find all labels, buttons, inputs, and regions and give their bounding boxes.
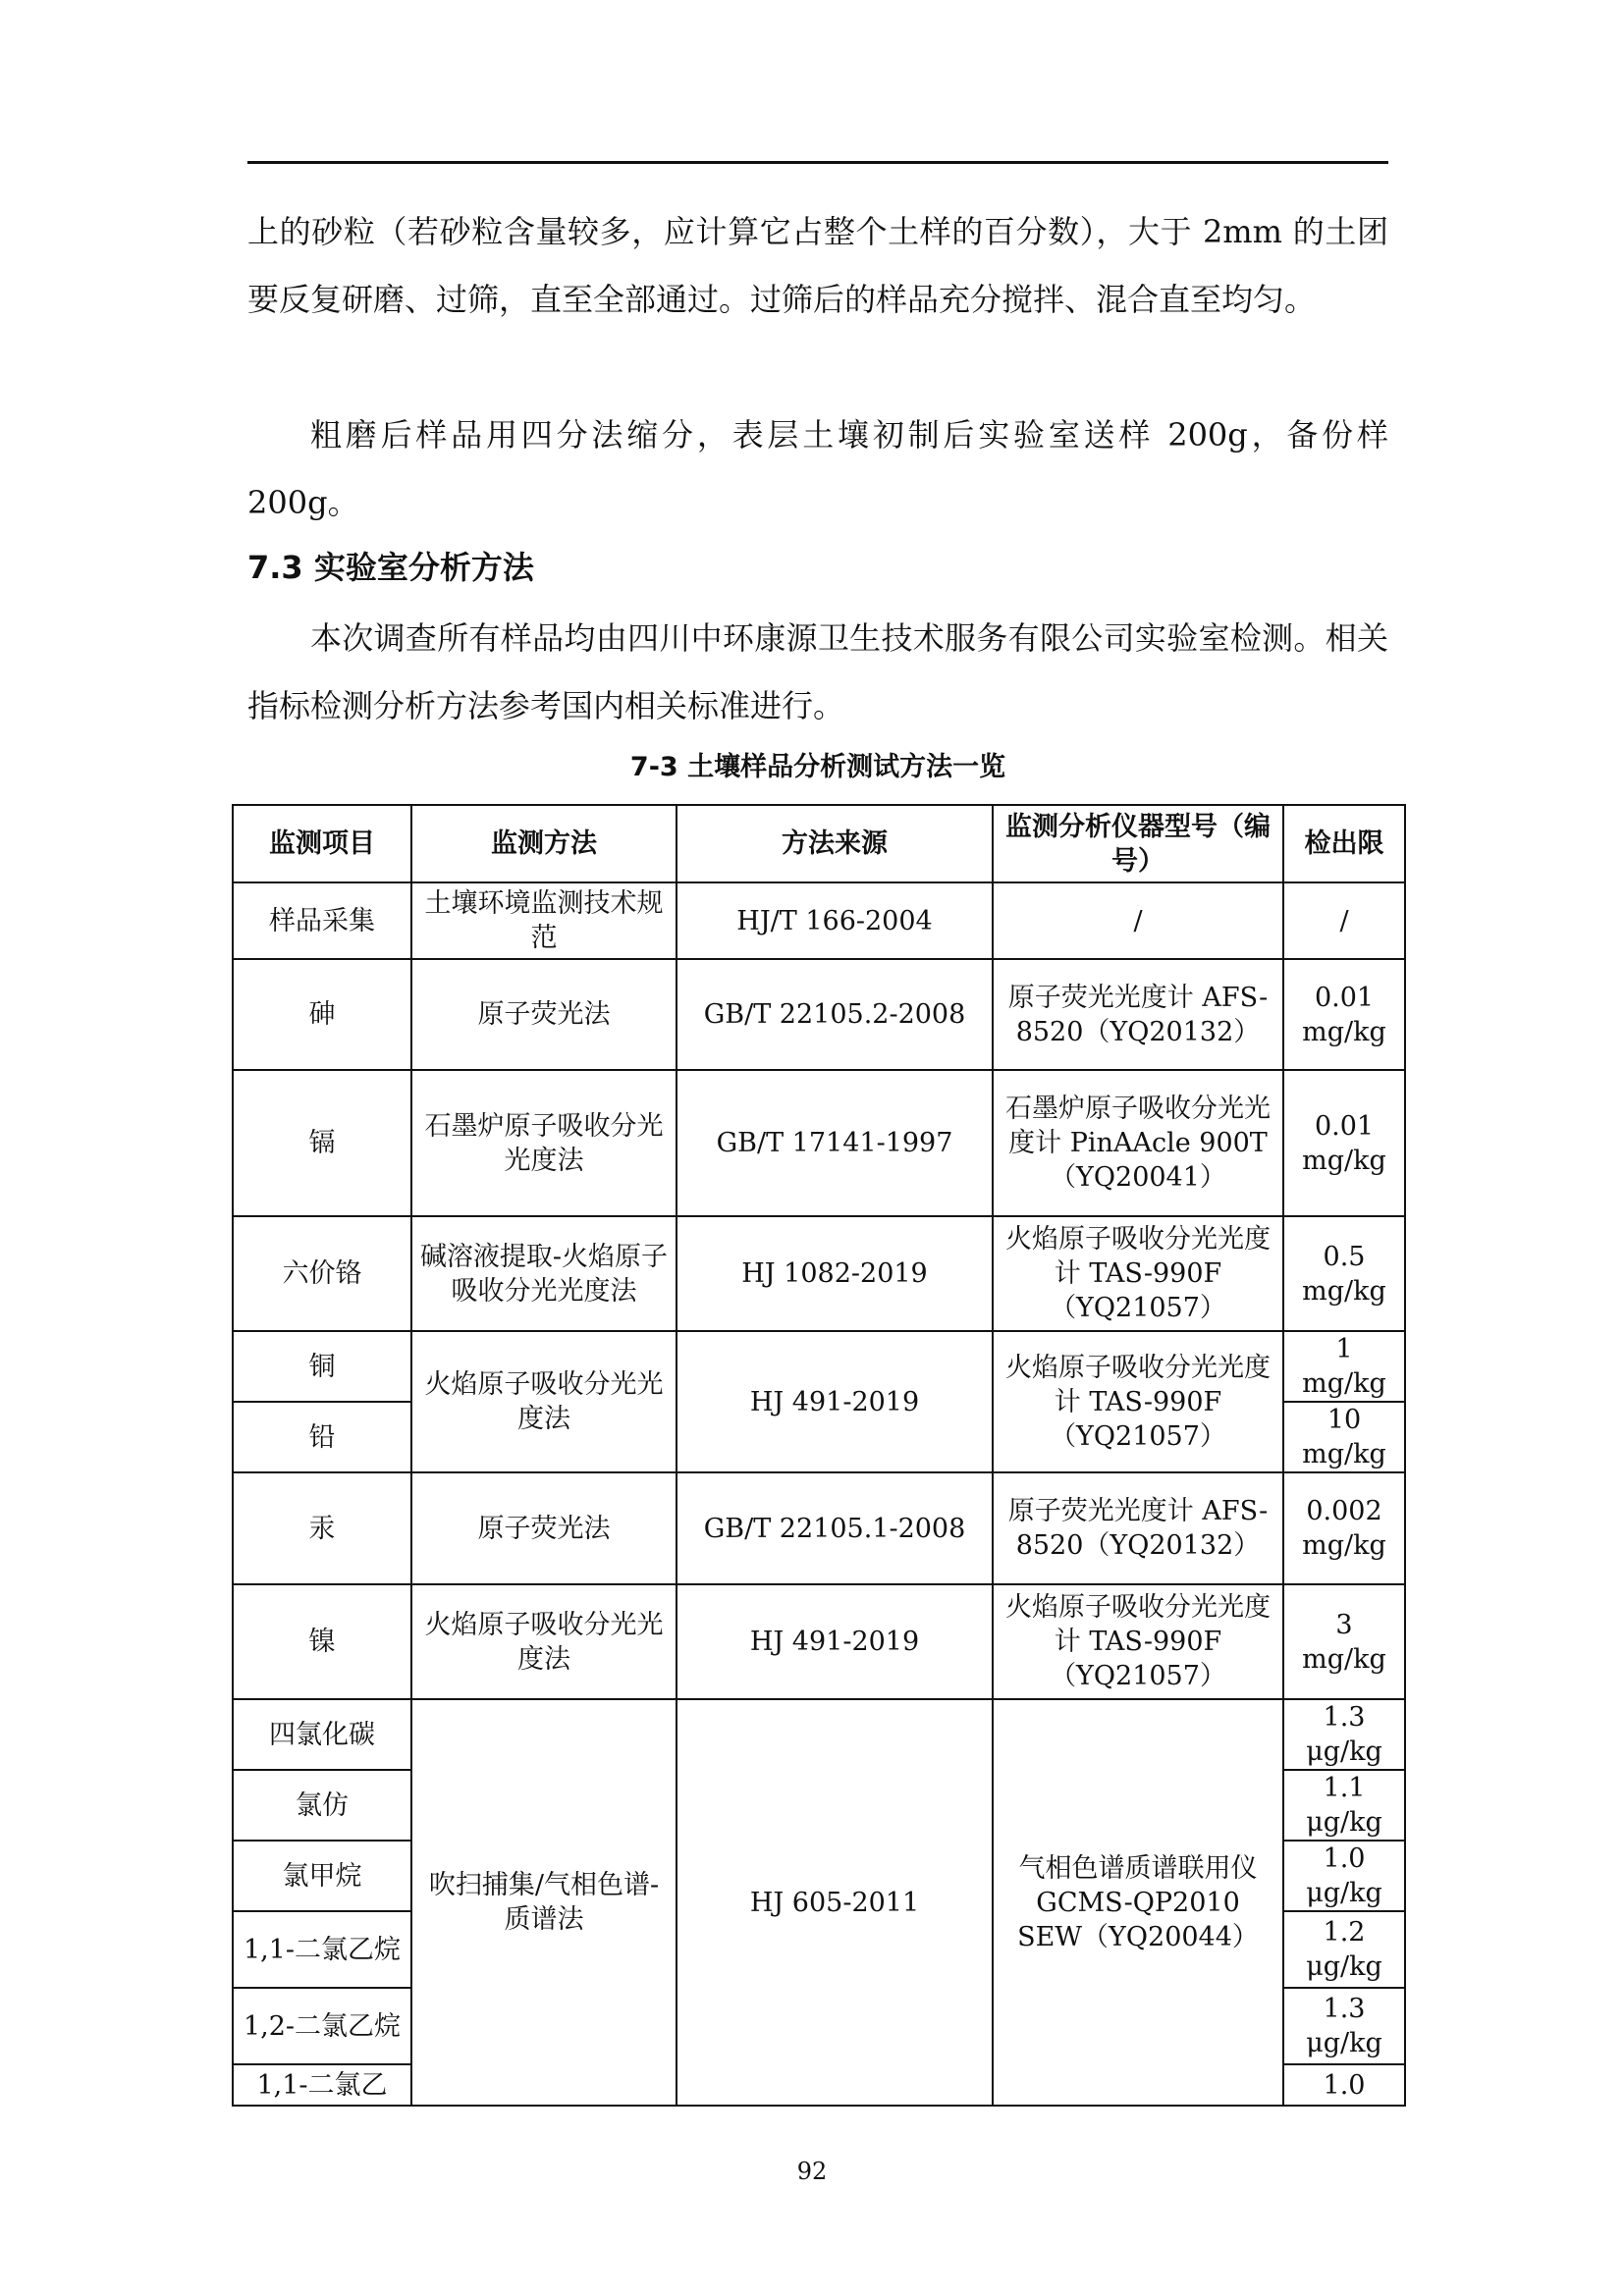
cell-limit: 1.3 μg/kg	[1283, 1699, 1405, 1770]
cell-limit: 0.01 mg/kg	[1283, 1070, 1405, 1216]
cell-source: HJ 491-2019	[677, 1584, 993, 1699]
section-heading: 7.3 实验室分析方法	[247, 549, 534, 586]
cell-limit: /	[1283, 882, 1405, 959]
cell-item: 1,1-二氯乙	[233, 2064, 411, 2106]
table-row	[233, 1472, 1405, 1584]
cell-limit: 1 mg/kg	[1283, 1331, 1405, 1402]
cell-source: GB/T 17141-1997	[677, 1070, 993, 1216]
table-row	[233, 1331, 1405, 1402]
cell-method: 石墨炉原子吸收分光光度法	[411, 1070, 677, 1216]
cell-limit: 1.1 μg/kg	[1283, 1770, 1405, 1841]
cell-method: 吹扫捕集/气相色谱-质谱法	[411, 1699, 677, 2106]
cell-source: HJ 605-2011	[677, 1699, 993, 2106]
cell-limit: 0.5 mg/kg	[1283, 1216, 1405, 1331]
header-limit: 检出限	[1283, 805, 1405, 882]
cell-source: GB/T 22105.1-2008	[677, 1472, 993, 1584]
cell-source: HJ/T 166-2004	[677, 882, 993, 959]
header-source: 方法来源	[677, 805, 993, 882]
cell-method: 原子荧光法	[411, 959, 677, 1070]
cell-limit: 10 mg/kg	[1283, 1402, 1405, 1472]
cell-limit: 1.0	[1283, 2064, 1405, 2106]
table-row	[233, 1216, 1405, 1331]
cell-instrument: 原子荧光光度计 AFS-8520（YQ20132）	[993, 1472, 1283, 1584]
cell-method: 碱溶液提取-火焰原子吸收分光光度法	[411, 1216, 677, 1331]
cell-source: HJ 491-2019	[677, 1331, 993, 1472]
cell-item: 砷	[233, 959, 411, 1070]
page-number: 92	[796, 2158, 828, 2185]
table-header-row	[233, 805, 1405, 882]
cell-instrument: 石墨炉原子吸收分光光度计 PinAAcle 900T（YQ20041）	[993, 1070, 1283, 1216]
header-rule	[247, 161, 1388, 164]
cell-item: 样品采集	[233, 882, 411, 959]
header-item: 监测项目	[233, 805, 411, 882]
cell-item: 四氯化碳	[233, 1699, 411, 1770]
cell-item: 铅	[233, 1402, 411, 1472]
cell-instrument: 原子荧光光度计 AFS-8520（YQ20132）	[993, 959, 1283, 1070]
cell-instrument: 火焰原子吸收分光光度计 TAS-990F（YQ21057）	[993, 1584, 1283, 1699]
cell-item: 镉	[233, 1070, 411, 1216]
cell-item: 镍	[233, 1584, 411, 1699]
cell-source: HJ 1082-2019	[677, 1216, 993, 1331]
paragraph-lab: 本次调查所有样品均由四川中环康源卫生技术服务有限公司实验室检测。相关指标检测分析方法参考国内相关标准进行。	[247, 619, 1388, 724]
cell-method: 原子荧光法	[411, 1472, 677, 1584]
cell-instrument: 火焰原子吸收分光光度计 TAS-990F（YQ21057）	[993, 1216, 1283, 1331]
cell-limit: 1.2 μg/kg	[1283, 1911, 1405, 1988]
cell-method: 火焰原子吸收分光光度法	[411, 1331, 677, 1472]
table-row	[233, 882, 1405, 959]
cell-method: 土壤环境监测技术规范	[411, 882, 677, 959]
paragraph-quartering: 粗磨后样品用四分法缩分，表层土壤初制后实验室送样 200g，备份样 200g。	[247, 416, 1388, 521]
cell-item: 铜	[233, 1331, 411, 1402]
table-row	[233, 1584, 1405, 1699]
cell-limit: 3 mg/kg	[1283, 1584, 1405, 1699]
header-method: 监测方法	[411, 805, 677, 882]
table-row	[233, 959, 1405, 1070]
cell-item: 1,2-二氯乙烷	[233, 1988, 411, 2064]
cell-source: GB/T 22105.2-2008	[677, 959, 993, 1070]
cell-limit: 1.3 μg/kg	[1283, 1988, 1405, 2064]
cell-item: 六价铬	[233, 1216, 411, 1331]
cell-limit: 0.002 mg/kg	[1283, 1472, 1405, 1584]
cell-method: 火焰原子吸收分光光度法	[411, 1584, 677, 1699]
cell-instrument: 火焰原子吸收分光光度计 TAS-990F（YQ21057）	[993, 1331, 1283, 1472]
cell-item: 氯甲烷	[233, 1841, 411, 1911]
analysis-methods-table	[232, 804, 1406, 2107]
table-row	[233, 1699, 1405, 1770]
cell-instrument: /	[993, 882, 1283, 959]
table-caption: 7-3 土壤样品分析测试方法一览	[629, 752, 1006, 782]
cell-item: 氯仿	[233, 1770, 411, 1841]
paragraph-sieving: 上的砂粒（若砂粒含量较多，应计算它占整个土样的百分数），大于 2mm 的土团要反复研磨、过筛，直至全部通过。过筛后的样品充分搅拌、混合直至均匀。	[247, 213, 1388, 318]
cell-limit: 1.0 μg/kg	[1283, 1841, 1405, 1911]
cell-item: 1,1-二氯乙烷	[233, 1911, 411, 1988]
cell-item: 汞	[233, 1472, 411, 1584]
cell-limit: 0.01 mg/kg	[1283, 959, 1405, 1070]
table-row	[233, 1070, 1405, 1216]
header-instrument: 监测分析仪器型号（编号）	[993, 805, 1283, 882]
cell-instrument: 气相色谱质谱联用仪 GCMS-QP2010 SEW（YQ20044）	[993, 1699, 1283, 2106]
